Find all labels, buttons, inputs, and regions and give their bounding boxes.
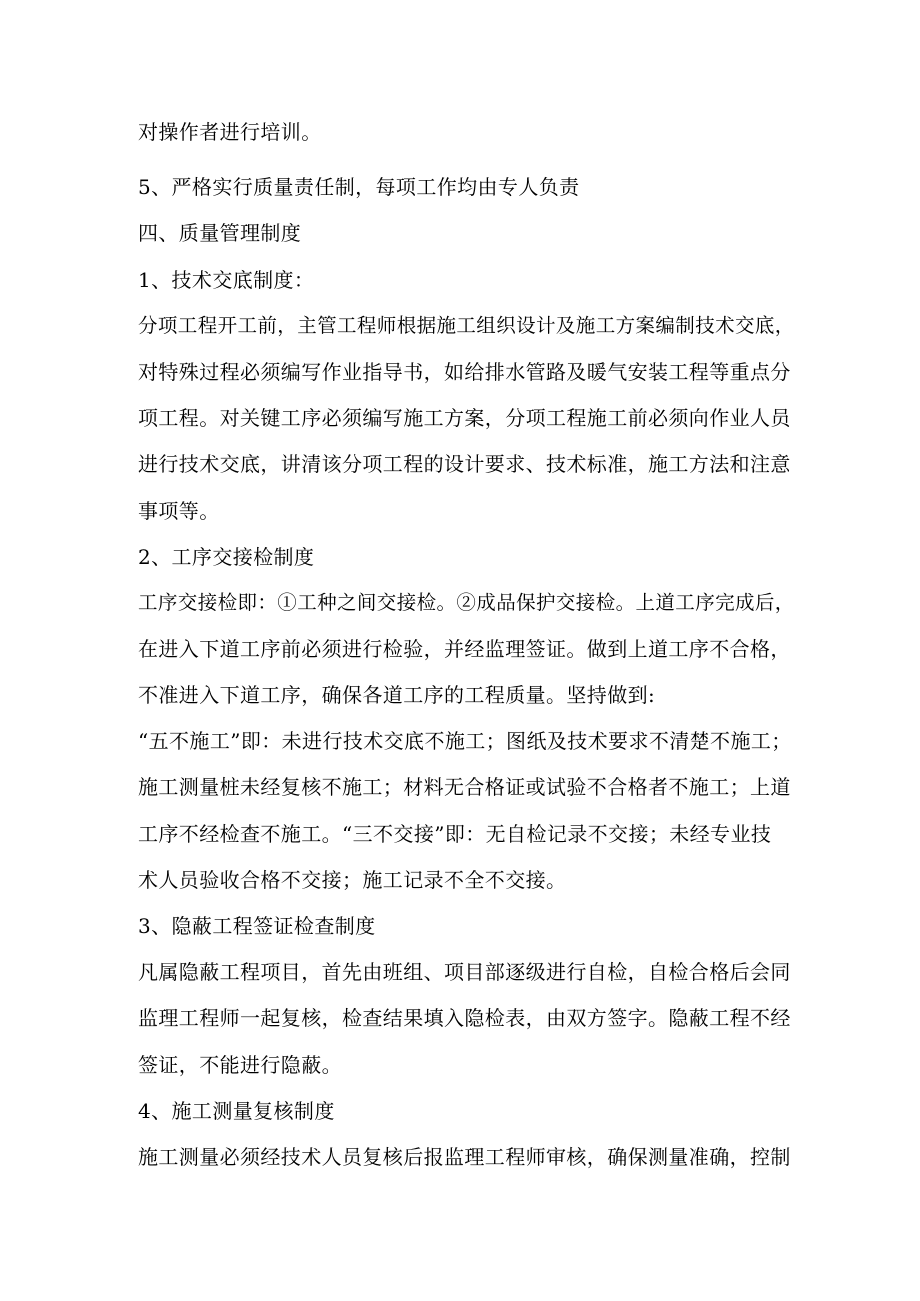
- subsection-heading: 3、隐蔽工程签证检查制度: [138, 914, 376, 938]
- body-text-line: 施工测量必须经技术人员复核后报监理工程师审核，确保测量准确，控制: [138, 1145, 791, 1169]
- body-text-line: 在进入下道工序前必须进行检验，并经监理签证。做到上道工序不合格，: [138, 637, 791, 661]
- body-text-line: 不准进入下道工序，确保各道工序的工程质量。坚持做到:: [138, 683, 656, 707]
- body-text-line: 施工测量桩未经复核不施工；材料无合格证或试验不合格者不施工；上道: [138, 775, 791, 799]
- body-text-line: 进行技术交底，讲清该分项工程的设计要求、技术标准，施工方法和注意: [138, 452, 791, 476]
- section-heading: 四、质量管理制度: [138, 221, 302, 245]
- body-text-line: 分项工程开工前，主管工程师根据施工组织设计及施工方案编制技术交底，: [138, 314, 795, 337]
- body-text-line: 工序交接检即：①工种之间交接检。②成品保护交接检。上道工序完成后，: [138, 591, 795, 614]
- body-text-line: 签证，不能进行隐蔽。: [138, 1053, 342, 1077]
- body-text-line: 监理工程师一起复核，检查结果填入隐检表，由双方签字。隐蔽工程不经: [138, 1006, 791, 1030]
- body-text-line: “五不施工”即：未进行技术交底不施工；图纸及技术要求不清楚不施工；: [138, 729, 792, 753]
- body-text-line: 凡属隐蔽工程项目，首先由班组、项目部逐级进行自检，自检合格后会同: [138, 960, 791, 984]
- body-text-line: 工序不经检查不施工。“三不交接”即：无自检记录不交接；未经专业技: [138, 822, 772, 846]
- body-text-line: 对操作者进行培训。: [138, 120, 322, 144]
- subsection-heading: 4、施工测量复核制度: [138, 1099, 335, 1123]
- body-text-line: 项工程。对关键工序必须编写施工方案，分项工程施工前必须向作业人员: [138, 406, 791, 430]
- list-item-text: 5、严格实行质量责任制，每项工作均由专人负责: [138, 175, 580, 199]
- body-text-line: 对特殊过程必须编写作业指导书，如给排水管路及暖气安装工程等重点分: [138, 360, 791, 384]
- body-text-line: 事项等。: [138, 499, 220, 523]
- body-text-line: 术人员验收合格不交接；施工记录不全不交接。: [138, 868, 567, 892]
- subsection-heading: 1、技术交底制度：: [138, 268, 315, 292]
- subsection-heading: 2、工序交接检制度: [138, 545, 315, 569]
